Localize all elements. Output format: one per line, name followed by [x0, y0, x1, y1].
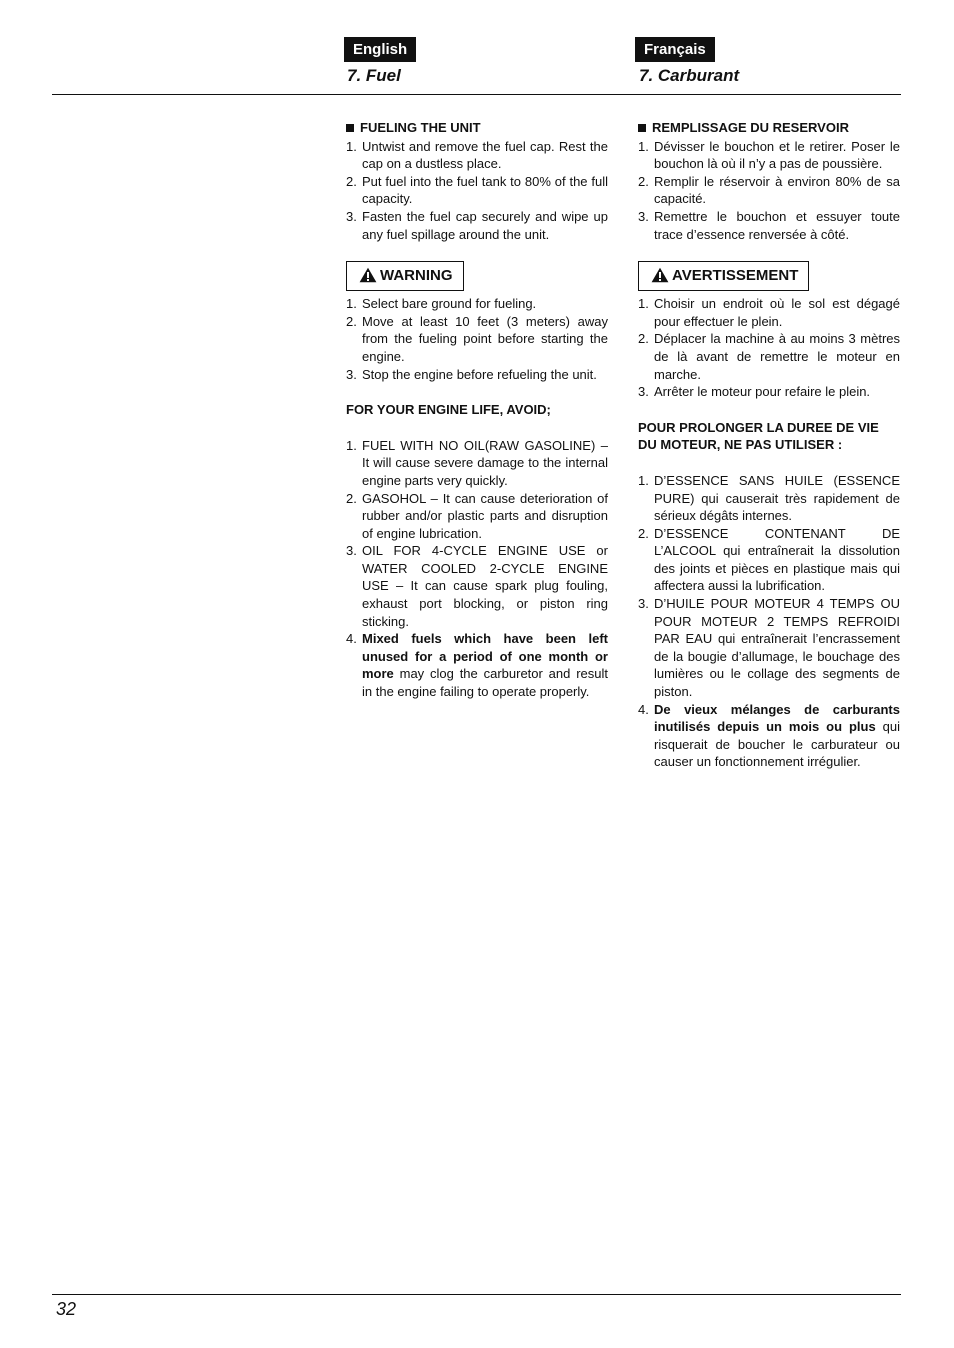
english-column	[346, 119, 608, 701]
french-avoid-heading: POUR PROLONGER LA DUREE DE VIE DU MOTEUR, NE PAS UTILISER :	[638, 419, 879, 453]
french-section-title: 7. Carburant	[639, 66, 740, 85]
header-rule	[52, 94, 901, 95]
english-warning-steps	[346, 295, 608, 383]
french-avoid-list	[638, 472, 900, 771]
list-item: 3. Arrêter le moteur pour refaire le plein.	[638, 384, 871, 400]
french-warning-box: AVERTISSEMENT	[638, 261, 809, 291]
list-item: 3. Stop the engine before refueling the unit.	[346, 366, 597, 382]
footer-rule	[52, 1294, 901, 1295]
list-item: 3. OIL FOR 4-CYCLE ENGINE USE or WATER COOLED 2-CYCLE ENGINE USE – It can cause spark plug fouling, exhaust port blocking, or piston ring sticking.	[346, 543, 608, 629]
warning-triangle-icon	[359, 267, 377, 283]
french-fueling-heading: REMPLISSAGE DU RESERVOIR	[638, 119, 900, 137]
warning-triangle-icon	[651, 267, 669, 283]
list-item: 3. Remettre le bouchon et essuyer toute trace d’essence renversée à côté.	[638, 208, 900, 242]
bullet-square-icon	[638, 124, 646, 132]
list-item: 3. Fasten the fuel cap securely and wipe up any fuel spillage around the unit.	[346, 208, 608, 242]
bullet-square-icon	[346, 124, 354, 132]
list-item: 2. Déplacer la machine à au moins 3 mètres de là avant de remettre le moteur en marche.	[638, 331, 900, 382]
list-item: 1. Select bare ground for fueling.	[346, 296, 537, 312]
list-item: 2. Put fuel into the fuel tank to 80% of the full capacity.	[346, 173, 608, 207]
english-avoid-heading: FOR YOUR ENGINE LIFE, AVOID;	[346, 402, 551, 418]
english-fueling-heading: FUELING THE UNIT	[346, 119, 608, 137]
list-item: 1. Untwist and remove the fuel cap. Rest the cap on a dustless place.	[346, 138, 608, 172]
french-warning-steps	[638, 295, 900, 401]
list-item: 1. FUEL WITH NO OIL(RAW GASOLINE) – It will cause severe damage to the internal engine parts very quickly.	[346, 437, 608, 488]
list-item: 1. D’ESSENCE SANS HUILE (ESSENCE PURE) qui causerait très rapidement de sérieux dégâts internes.	[638, 472, 900, 524]
list-item: 3. D’HUILE POUR MOTEUR 4 TEMPS OU POUR MOTEUR 2 TEMPS REFROIDI PAR EAU qui entraînerait l’encrassement de la bougie d’allumage, le bouchage des lumières ou le collage des segments de piston.	[638, 596, 900, 700]
list-item: 4. Mixed fuels which have been left unused for a period of one month or more may clog the carburetor and result in the engine failing to operate properly.	[346, 631, 608, 700]
list-item: 2. Move at least 10 feet (3 meters) away from the fueling point before starting the engine.	[346, 313, 608, 364]
list-item: 4. De vieux mélanges de carburants inutilisés depuis un mois ou plus qui risquerait de boucher le carburateur ou causer un fonctionnement irrégulier.	[638, 701, 900, 770]
french-fueling-steps	[638, 138, 900, 244]
list-item: 2. D’ESSENCE CONTENANT DE L’ALCOOL qui entraînerait la dissolution des joints et pièces en plastique mais qui affectera aussi la lubrification.	[638, 525, 900, 594]
page-number: 32	[56, 1299, 77, 1319]
english-fueling-steps	[346, 138, 608, 244]
french-language-tab: Français	[635, 37, 715, 62]
english-language-tab: English	[344, 37, 416, 62]
list-item: 2. Remplir le réservoir à environ 80% de sa capacité.	[638, 173, 900, 207]
list-item: 1. Dévisser le bouchon et le retirer. Poser le bouchon là où il n’y a pas de poussière.	[638, 138, 900, 172]
list-item: 2. GASOHOL – It can cause deterioration of rubber and/or plastic parts and disruption of engine lubrication.	[346, 490, 608, 541]
english-avoid-list	[346, 437, 608, 701]
english-section-title: 7. Fuel	[347, 66, 401, 85]
french-column	[638, 119, 900, 771]
english-warning-box: WARNING	[346, 261, 464, 291]
list-item: 1. Choisir un endroit où le sol est dégagé pour effectuer le plein.	[638, 296, 900, 329]
